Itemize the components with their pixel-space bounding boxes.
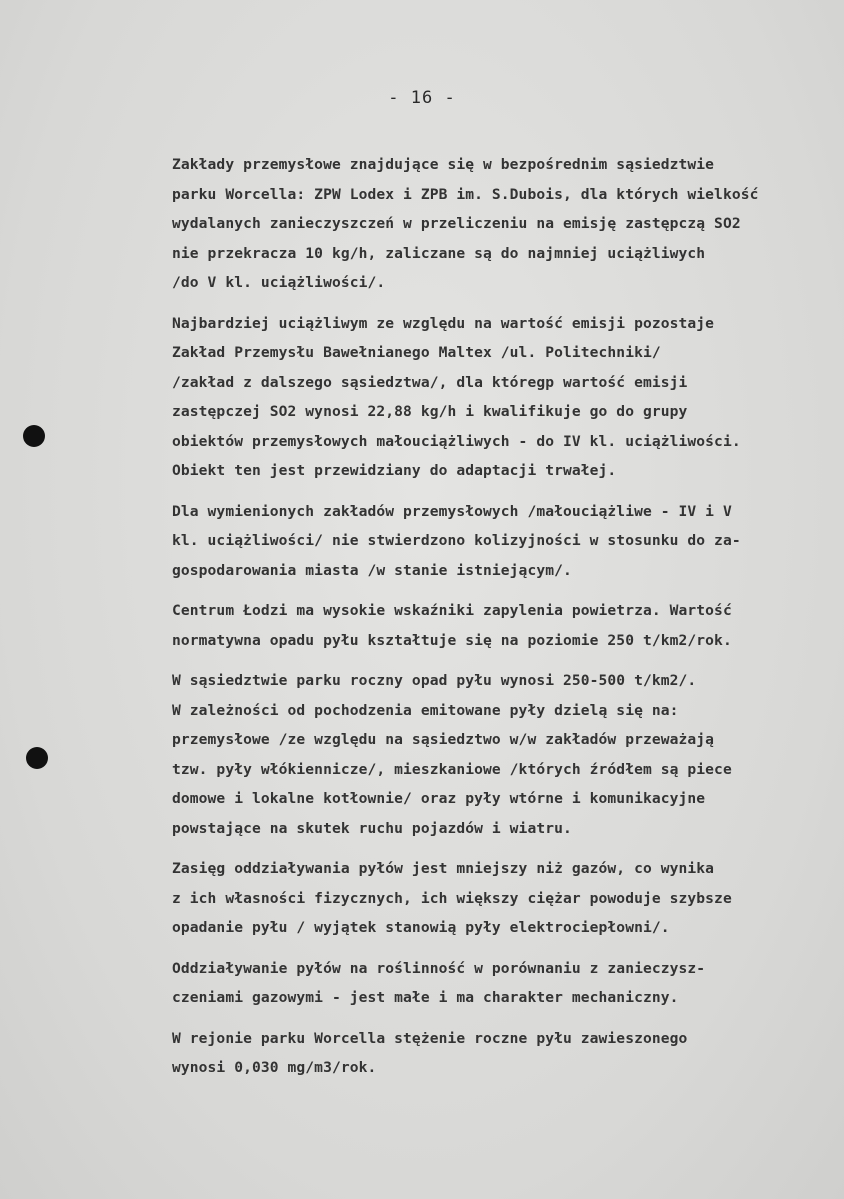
text-line: wydalanych zanieczyszczeń w przeliczeniu na emisję zastępczą SO2 (172, 215, 741, 232)
paragraph-6 (172, 854, 822, 943)
text-line: domowe i lokalne kotłownie/ oraz pyły wtórne i komunikacyjne (172, 790, 706, 807)
text-line: gospodarowania miasta /w stanie istniejącym/. (172, 561, 572, 579)
text-line: obiektów przemysłowych małouciążliwych - do IV kl. uciążliwości. (172, 432, 741, 450)
text-line: parku Worcella: ZPW Lodex i ZPB im. S.Dubois, dla których wielkość (172, 185, 759, 203)
text-line: W rejonie parku Worcella stężenie roczne pyłu zawieszonego (172, 1029, 688, 1047)
text-line: Zakład Przemysłu Bawełnianego Maltex /ul. Politechniki/ (172, 344, 661, 361)
text-line: normatywna opadu pyłu kształtuje się na poziomie 250 t/km2/rok. (172, 631, 732, 649)
text-line: powstające na skutek ruchu pojazdów i wiatru. (172, 819, 572, 837)
punch-hole-bottom (26, 747, 48, 769)
text-line: zastępczej SO2 wynosi 22,88 kg/h i kwalifikuje go do grupy (172, 403, 688, 420)
punch-hole-top (23, 425, 45, 447)
paragraph-4 (172, 596, 822, 655)
text-line: nie przekracza 10 kg/h, zaliczane są do najmniej uciążliwych (172, 244, 706, 262)
paragraph-5 (172, 666, 822, 843)
paragraph-8 (172, 1024, 822, 1083)
text-line: Centrum Łodzi ma wysokie wskaźniki zapylenia powietrza. Wartość (172, 602, 732, 619)
text-line: Oddziaływanie pyłów na roślinność w porównaniu z zanieczysz- (172, 959, 706, 977)
text-line: /zakład z dalszego sąsiedztwa/, dla któregp wartość emisji (172, 373, 688, 391)
body-text (172, 150, 822, 1094)
text-line: Zasięg oddziaływania pyłów jest mniejszy niż gazów, co wynika (172, 860, 715, 877)
text-line: czeniami gazowymi - jest małe i ma charakter mechaniczny. (172, 989, 679, 1006)
text-line: opadanie pyłu / wyjątek stanowią pyły elektrociepłowni/. (172, 919, 670, 936)
text-line: kl. uciążliwości/ nie stwierdzono kolizyjności w stosunku do za- (172, 532, 741, 549)
text-line: z ich własności fizycznych, ich większy ciężar powoduje szybsze (172, 889, 732, 907)
text-line: Zakłady przemysłowe znajdujące się w bezpośrednim sąsiedztwie (172, 156, 715, 173)
text-line: tzw. pyły włókiennicze/, mieszkaniowe /których źródłem są piece (172, 760, 732, 778)
paragraph-3 (172, 497, 822, 586)
paragraph-7 (172, 954, 822, 1013)
text-line: W sąsiedztwie parku roczny opad pyłu wynosi 250-500 t/km2/. (172, 672, 697, 689)
text-line: Dla wymienionych zakładów przemysłowych /małouciążliwe - IV i V (172, 502, 732, 520)
text-line: Obiekt ten jest przewidziany do adaptacji trwałej. (172, 462, 617, 479)
text-line: wynosi 0,030 mg/m3/rok. (172, 1059, 377, 1076)
page-number: - 16 - (388, 88, 456, 108)
text-line: przemysłowe /ze względu na sąsiedztwo w/w zakładów przeważają (172, 731, 715, 748)
paragraph-1 (172, 150, 822, 298)
paragraph-2 (172, 309, 822, 486)
text-line: /do V kl. uciążliwości/. (172, 274, 386, 291)
text-line: W zależności od pochodzenia emitowane pyły dzielą się na: (172, 701, 679, 719)
text-line: Najbardziej uciążliwym ze względu na wartość emisji pozostaje (172, 314, 715, 332)
